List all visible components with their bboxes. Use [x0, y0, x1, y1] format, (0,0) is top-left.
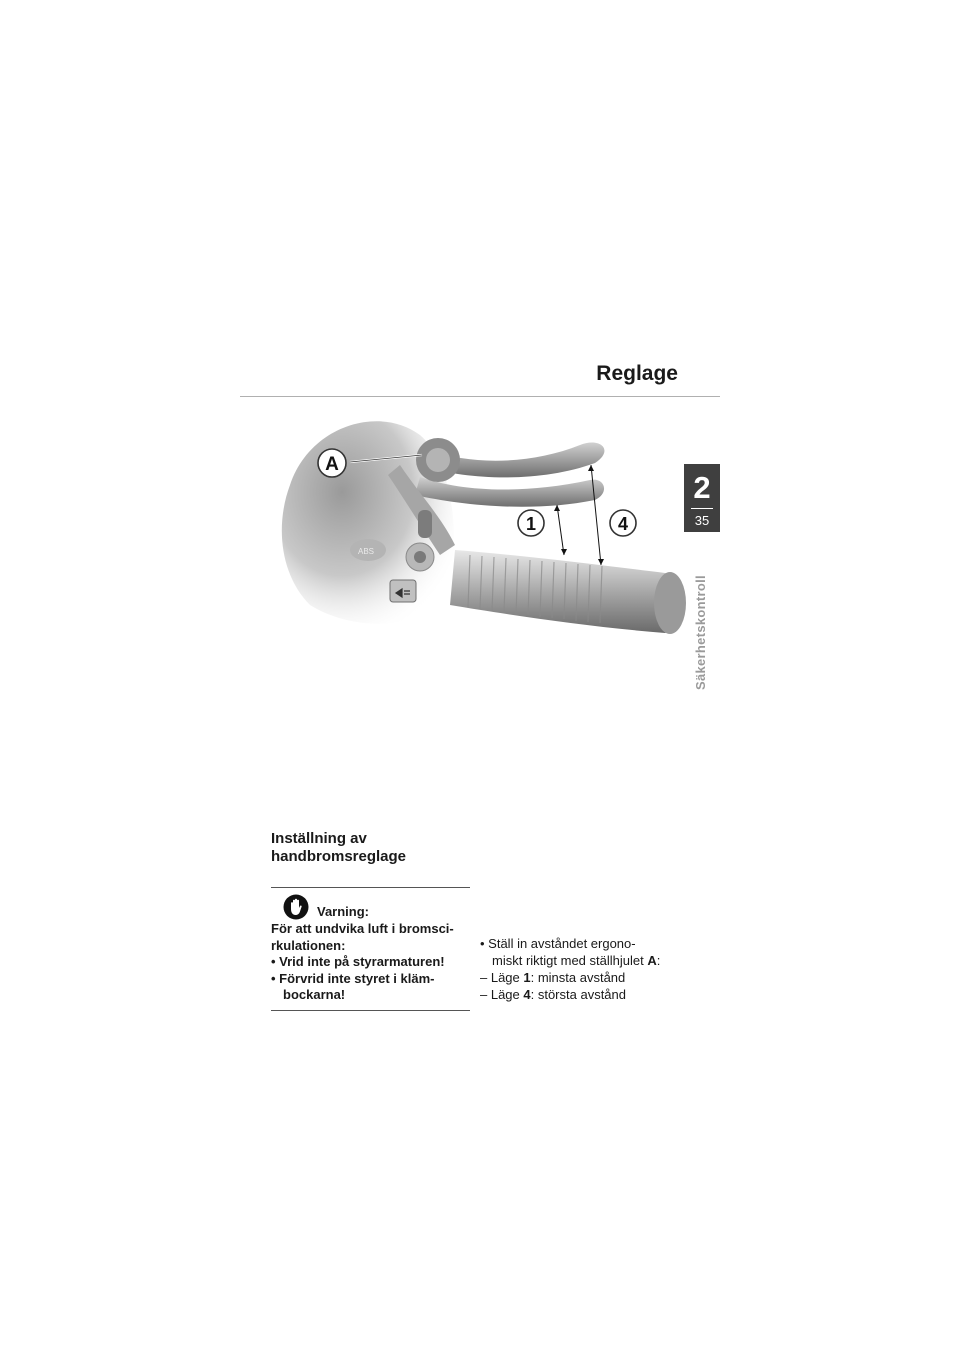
warning-bullet-2: • Förvrid inte styret i kläm- bockarna!	[271, 970, 435, 1002]
position-1-item: – Läge 1: minsta avstånd	[480, 970, 626, 985]
adjustment-instructions	[480, 935, 680, 1003]
horn-button	[390, 580, 416, 602]
warning-label: Varning:	[317, 904, 370, 919]
grip-end	[654, 572, 686, 634]
instruction-bullet: • Ställ in avståndet ergono- miskt riktigt med ställhjulet A:	[480, 936, 661, 968]
section-heading	[271, 830, 471, 866]
warning-bullet-1: • Vrid inte på styrarmaturen!	[271, 954, 445, 969]
position-4-item: – Läge 4: största avstånd	[480, 987, 626, 1002]
svg-text:1: 1	[525, 514, 537, 534]
section-heading-line1: Inställning av	[271, 830, 367, 847]
distance-arrow-1	[557, 505, 564, 555]
title-divider	[240, 396, 720, 397]
section-side-label: Säkerhetskontroll	[693, 575, 708, 690]
brake-lever-illustration	[270, 405, 690, 645]
warning-line-2: rkulationen:	[271, 937, 346, 953]
warning-line-1: För att undvika luft i bromsci-	[271, 921, 454, 936]
chapter-tab-divider	[691, 508, 713, 509]
chapter-number: 2	[693, 470, 711, 505]
warning-box	[271, 887, 470, 1011]
toggle-switch	[418, 510, 432, 538]
handlebar-grip	[450, 550, 676, 633]
stop-hand-icon	[283, 894, 309, 920]
abs-label: ABS	[358, 547, 375, 556]
svg-text:4: 4	[617, 514, 629, 534]
page-title: Reglage	[596, 362, 678, 385]
section-heading-line2: handbromsreglage	[271, 848, 407, 865]
page-number: 35	[694, 513, 710, 528]
svg-text:A: A	[325, 454, 339, 475]
